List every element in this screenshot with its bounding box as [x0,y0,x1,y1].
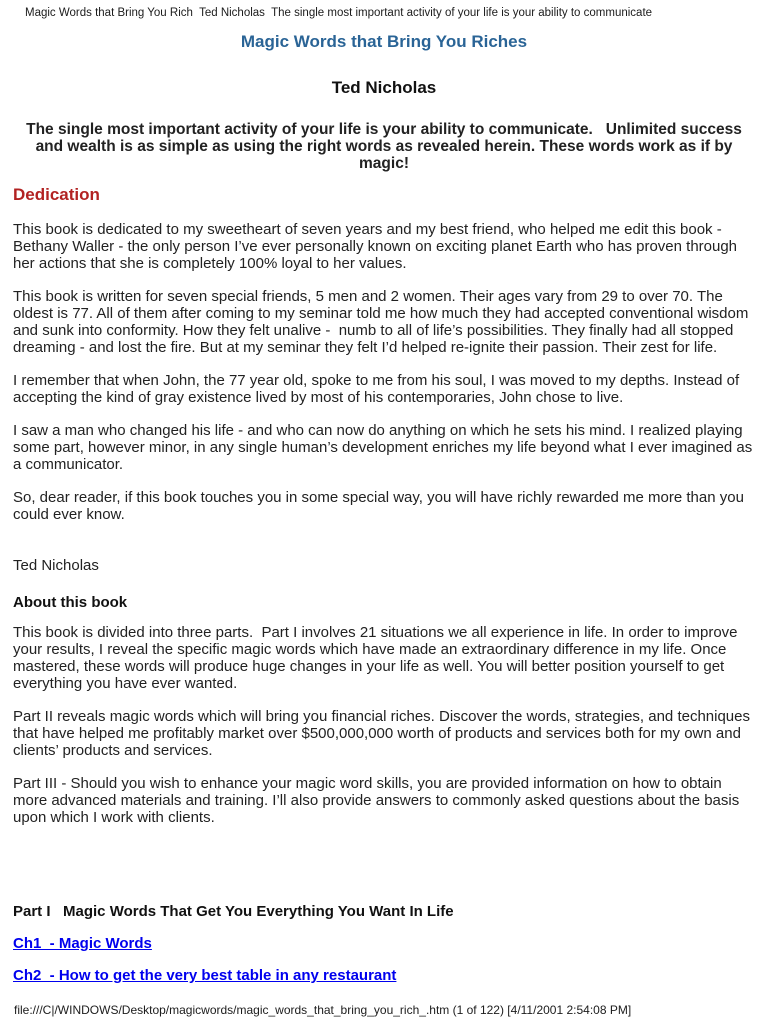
dedication-paragraph: I saw a man who changed his life - and who can now do anything on which he sets his mind. I realized playing some part, however minor, in any single human’s development enriches my life beyond what I ever imagined as a communicator. [13,422,757,473]
about-paragraph: Part II reveals magic words which will bring you financial riches. Discover the words, strategies, and techniques that have helped me profitably market over $500,000,000 worth of products and services both for my own and clients’ products and services. [13,708,755,759]
signature: Ted Nicholas [13,557,99,574]
part1-heading: Part I Magic Words That Get You Everything You Want In Life [13,903,454,920]
dedication-paragraph: This book is dedicated to my sweetheart of seven years and my best friend, who helped me edit this book - Bethany Waller - the only person I’ve ever personally known on exciting planet Earth who has proven through her actions that she is completely 100% loyal to her values. [13,221,742,272]
document-title: Magic Words that Bring You Riches [240,32,528,51]
about-paragraph: Part III - Should you wish to enhance your magic word skills, you are provided information on how to obtain more advanced materials and training. I’ll also provide answers to commonly asked questions about the basis upon which I work with clients. [13,775,744,826]
dedication-paragraph: I remember that when John, the 77 year old, spoke to me from his soul, I was moved to my depths. Instead of accepting the kind of gray existence lived by most of his contemporaries, John chose to live. [13,372,744,406]
chapter1-link[interactable]: Ch1 - Magic Words [13,935,152,952]
tagline: The single most important activity of your life is your ability to communicate. Unlimited success and wealth is as simple as using the right words as revealed herein. These words work as if by magic! [26,121,747,172]
dedication-heading: Dedication [13,185,100,204]
running-header: Magic Words that Bring You Rich Ted Nicholas The single most important activity of your life is your ability to communicate [25,7,653,19]
dedication-paragraph: So, dear reader, if this book touches you in some special way, you will have richly rewarded me more than you could ever know. [13,489,749,523]
author-name: Ted Nicholas [331,78,437,97]
file-path-status: file:///C|/WINDOWS/Desktop/magicwords/magic_words_that_bring_you_rich_.htm (1 of 122) [4/11/2001 2:54:08 PM] [14,1003,632,1017]
dedication-paragraph: This book is written for seven special friends, 5 men and 2 women. Their ages vary from 29 to over 70. The oldest is 77. All of them after coming to my seminar told me how much they had accepted conventional wisdom and sunk into conformity. How they felt unalive - numb to all of life’s possibilities. They finally had all stopped dreaming - and lost the fire. But at my seminar they felt I’d helped re-ignite their passion. Their zest for life. [13,288,753,356]
chapter2-link[interactable]: Ch2 - How to get the very best table in any restaurant [13,967,397,984]
toc-row [0,952,768,984]
toc-row [0,920,768,952]
about-paragraph: This book is divided into three parts. Part I involves 21 situations we all experience in life. In order to improve your results, I reveal the specific magic words which have made an extraordinary difference in my life. Once mastered, these words will produce huge changes in your life as well. You will better position yourself to get everything you have ever wanted. [13,624,742,692]
about-heading: About this book [13,594,128,611]
